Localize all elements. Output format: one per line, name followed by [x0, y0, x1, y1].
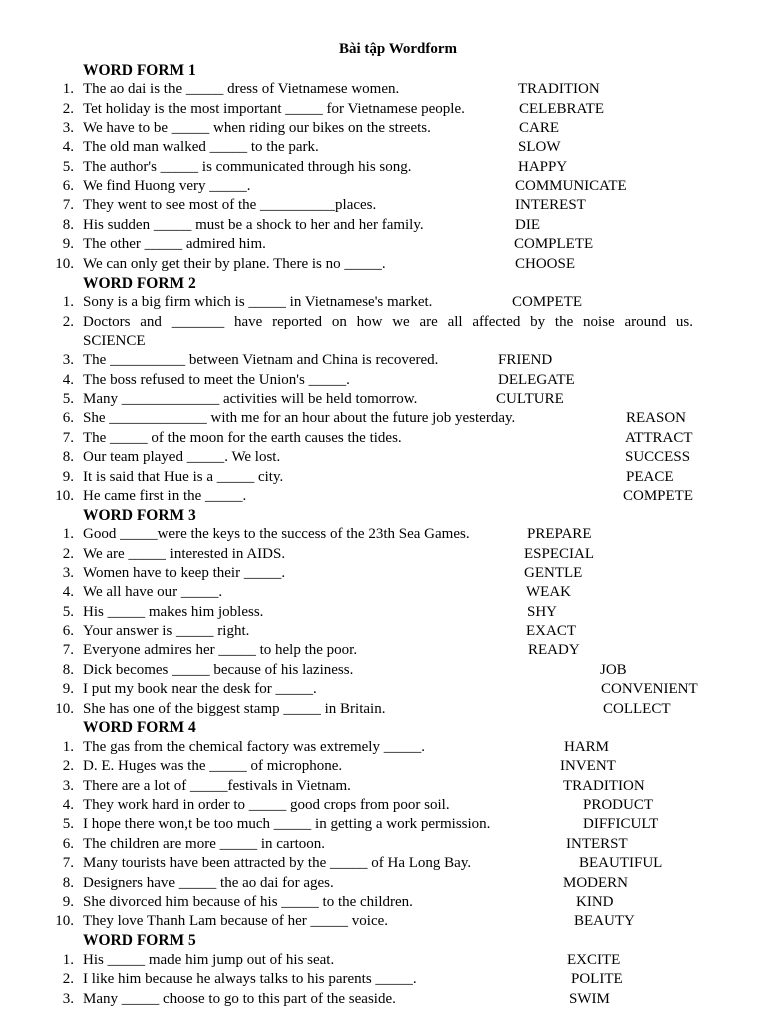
item-sentence: We all have our _____. — [83, 584, 223, 600]
item-number: 1. — [62, 81, 74, 97]
exercise-item — [0, 119, 768, 138]
answer-word: BEAUTIFUL — [579, 855, 663, 871]
item-sentence: We can only get their by plane. There is no _____. — [83, 256, 386, 272]
answer-word: TRADITION — [563, 778, 645, 794]
item-sentence: Designers have _____ the ao dai for ages. — [83, 875, 334, 891]
item-number: 4. — [62, 139, 74, 155]
section-heading: WORD FORM 3 — [83, 507, 196, 524]
exercise-item — [0, 525, 768, 544]
item-sentence: The children are more _____ in cartoon. — [83, 836, 325, 852]
answer-word: DIFFICULT — [583, 816, 659, 832]
exercise-item — [0, 293, 768, 312]
item-sentence: I like him because he always talks to his parents _____. — [83, 971, 417, 987]
answer-word: DIE — [515, 217, 540, 233]
item-number: 9. — [62, 894, 74, 910]
item-sentence: The ao dai is the _____ dress of Vietnamese women. — [83, 81, 400, 97]
answer-word: HARM — [564, 739, 610, 755]
item-number: 5. — [62, 391, 74, 407]
item-sentence: D. E. Huges was the _____ of microphone. — [83, 758, 343, 774]
exercise-item — [0, 583, 768, 602]
answer-word: COMPLETE — [514, 236, 594, 252]
item-number: 6. — [62, 178, 74, 194]
exercise-item — [0, 893, 768, 912]
answer-word: PEACE — [626, 469, 674, 485]
item-sentence: Many _____ choose to go to this part of the seaside. — [83, 991, 396, 1007]
item-number: 1. — [62, 739, 74, 755]
answer-word: COLLECT — [603, 701, 671, 717]
exercise-item — [0, 990, 768, 1009]
item-number: 10. — [55, 256, 74, 272]
answer-word: TRADITION — [518, 81, 600, 97]
item-number: 6. — [62, 836, 74, 852]
item-number: 7. — [62, 642, 74, 658]
item-number: 6. — [62, 410, 74, 426]
item-sentence: His sudden _____ must be a shock to her and her family. — [83, 217, 424, 233]
item-number: 2. — [62, 101, 74, 117]
item-number: 8. — [62, 217, 74, 233]
item-sentence: It is said that Hue is a _____ city. — [83, 469, 284, 485]
exercise-item — [0, 661, 768, 680]
item-number: 7. — [62, 197, 74, 213]
answer-word: HAPPY — [518, 159, 568, 175]
item-sentence: I hope there won,t be too much _____ in getting a work permission. — [83, 816, 491, 832]
answer-word: EXCITE — [567, 952, 621, 968]
answer-word: MODERN — [563, 875, 629, 891]
answer-word: SWIM — [569, 991, 610, 1007]
answer-word: CONVENIENT — [601, 681, 698, 697]
item-number: 9. — [62, 469, 74, 485]
item-sentence: Sony is a big firm which is _____ in Vietnamese's market. — [83, 294, 433, 310]
answer-word: REASON — [626, 410, 687, 426]
item-number: 5. — [62, 816, 74, 832]
item-number: 7. — [62, 855, 74, 871]
exercise-item — [0, 313, 768, 332]
item-sentence: Good _____were the keys to the success of the 23th Sea Games. — [83, 526, 470, 542]
answer-word: CULTURE — [496, 391, 564, 407]
answer-word: COMMUNICATE — [515, 178, 627, 194]
answer-word: CELEBRATE — [519, 101, 604, 117]
item-number: 9. — [62, 681, 74, 697]
item-sentence: The other _____ admired him. — [83, 236, 266, 252]
item-sentence: Women have to keep their _____. — [83, 565, 286, 581]
answer-word: INTERST — [566, 836, 628, 852]
item-sentence: She divorced him because of his _____ to the children. — [83, 894, 413, 910]
item-number: 3. — [62, 778, 74, 794]
item-sentence: There are a lot of _____festivals in Vietnam. — [83, 778, 351, 794]
item-sentence: The gas from the chemical factory was extremely _____. — [83, 739, 425, 755]
exercise-item — [0, 835, 768, 854]
answer-word: CHOOSE — [515, 256, 576, 272]
exercise-item — [0, 738, 768, 757]
item-sentence: Everyone admires her _____ to help the poor. — [83, 642, 358, 658]
exercise-item — [0, 158, 768, 177]
item-number: 8. — [62, 662, 74, 678]
item-number: 4. — [62, 584, 74, 600]
item-number: 2. — [62, 314, 74, 330]
answer-word: PRODUCT — [583, 797, 654, 813]
exercise-item — [0, 564, 768, 583]
item-number: 2. — [62, 971, 74, 987]
exercise-item — [0, 545, 768, 564]
exercise-item — [0, 970, 768, 989]
exercise-item — [0, 874, 768, 893]
item-sentence: He came first in the _____. — [83, 488, 247, 504]
item-number: 10. — [55, 701, 74, 717]
item-sentence: Your answer is _____ right. — [83, 623, 250, 639]
exercise-item — [0, 371, 768, 390]
item-sentence: She has one of the biggest stamp _____ in Britain. — [83, 701, 386, 717]
item-sentence: Our team played _____. We lost. — [83, 449, 281, 465]
item-number: 3. — [62, 565, 74, 581]
item-sentence: I put my book near the desk for _____. — [83, 681, 317, 697]
exercise-item — [0, 622, 768, 641]
answer-word: SUCCESS — [625, 449, 691, 465]
item-sentence: The boss refused to meet the Union's _____. — [83, 372, 350, 388]
item-number: 1. — [62, 526, 74, 542]
item-number: 5. — [62, 604, 74, 620]
item-sentence: They work hard in order to _____ good crops from poor soil. — [83, 797, 450, 813]
answer-word: COMPETE — [623, 488, 694, 504]
item-sentence: The _____ of the moon for the earth causes the tides. — [83, 430, 402, 446]
exercise-item — [0, 138, 768, 157]
item-number: 6. — [62, 623, 74, 639]
exercise-item — [0, 216, 768, 235]
answer-word: BEAUTY — [574, 913, 635, 929]
exercise-item — [0, 912, 768, 931]
answer-word: JOB — [600, 662, 627, 678]
answer-word: SLOW — [518, 139, 561, 155]
item-sentence: Dick becomes _____ because of his laziness. — [83, 662, 354, 678]
exercise-item — [0, 951, 768, 970]
item-sentence: Doctors and _______ have reported on how we are all affected by the noise around us. — [83, 314, 693, 330]
section-heading: WORD FORM 4 — [83, 719, 196, 736]
item-number: 10. — [55, 913, 74, 929]
answer-word: ESPECIAL — [524, 546, 595, 562]
answer-word: CARE — [519, 120, 560, 136]
answer-word: SHY — [527, 604, 558, 620]
item-number: 9. — [62, 236, 74, 252]
item-sentence: His _____ makes him jobless. — [83, 604, 264, 620]
answer-word: DELEGATE — [498, 372, 575, 388]
item-sentence: They love Thanh Lam because of her _____ voice. — [83, 913, 389, 929]
exercise-item — [0, 177, 768, 196]
item-number: 5. — [62, 159, 74, 175]
exercise-item — [0, 777, 768, 796]
item-sentence: His _____ made him jump out of his seat. — [83, 952, 335, 968]
item-sentence: Many tourists have been attracted by the _____ of Ha Long Bay. — [83, 855, 472, 871]
item-number: 1. — [62, 294, 74, 310]
item-sentence: Many _____________ activities will be held tomorrow. — [83, 391, 418, 407]
answer-word: POLITE — [571, 971, 623, 987]
answer-word: KIND — [576, 894, 614, 910]
item-sentence: We find Huong very _____. — [83, 178, 251, 194]
item-sentence: We have to be _____ when riding our bikes on the streets. — [83, 120, 431, 136]
answer-word: INTEREST — [515, 197, 586, 213]
item-sentence: She _____________ with me for an hour about the future job yesterday. — [83, 410, 516, 426]
item-number: 10. — [55, 488, 74, 504]
answer-word: SCIENCE — [83, 333, 146, 349]
exercise-item — [0, 641, 768, 660]
item-number: 8. — [62, 449, 74, 465]
exercise-item — [0, 255, 768, 274]
item-sentence: Tet holiday is the most important _____ for Vietnamese people. — [83, 101, 465, 117]
answer-word: COMPETE — [512, 294, 583, 310]
exercise-item — [0, 603, 768, 622]
item-sentence: We are _____ interested in AIDS. — [83, 546, 286, 562]
exercise-item — [0, 351, 768, 370]
answer-word: GENTLE — [524, 565, 583, 581]
answer-word: WEAK — [526, 584, 571, 600]
item-number: 3. — [62, 352, 74, 368]
item-sentence: The __________ between Vietnam and China is recovered. — [83, 352, 439, 368]
answer-word: ATTRACT — [625, 430, 693, 446]
exercise-item — [0, 100, 768, 119]
page-title: Bài tập Wordform — [338, 41, 458, 57]
exercise-item — [0, 196, 768, 215]
section-heading: WORD FORM 5 — [83, 932, 196, 949]
exercise-item — [0, 80, 768, 99]
item-number: 2. — [62, 546, 74, 562]
answer-word: PREPARE — [527, 526, 592, 542]
exercise-item — [0, 757, 768, 776]
exercise-item — [0, 235, 768, 254]
item-number: 4. — [62, 372, 74, 388]
answer-word: READY — [528, 642, 580, 658]
exercise-item — [0, 390, 768, 409]
answer-word: EXACT — [526, 623, 576, 639]
item-sentence: The old man walked _____ to the park. — [83, 139, 319, 155]
item-number: 3. — [62, 991, 74, 1007]
item-number: 4. — [62, 797, 74, 813]
section-heading: WORD FORM 2 — [83, 275, 196, 292]
item-number: 8. — [62, 875, 74, 891]
item-sentence: The author's _____ is communicated through his song. — [83, 159, 412, 175]
item-number: 3. — [62, 120, 74, 136]
item-number: 1. — [62, 952, 74, 968]
item-number: 7. — [62, 430, 74, 446]
answer-word: INVENT — [560, 758, 616, 774]
item-number: 2. — [62, 758, 74, 774]
section-heading: WORD FORM 1 — [83, 62, 196, 79]
item-sentence: They went to see most of the __________places. — [83, 197, 377, 213]
answer-word: FRIEND — [498, 352, 553, 368]
